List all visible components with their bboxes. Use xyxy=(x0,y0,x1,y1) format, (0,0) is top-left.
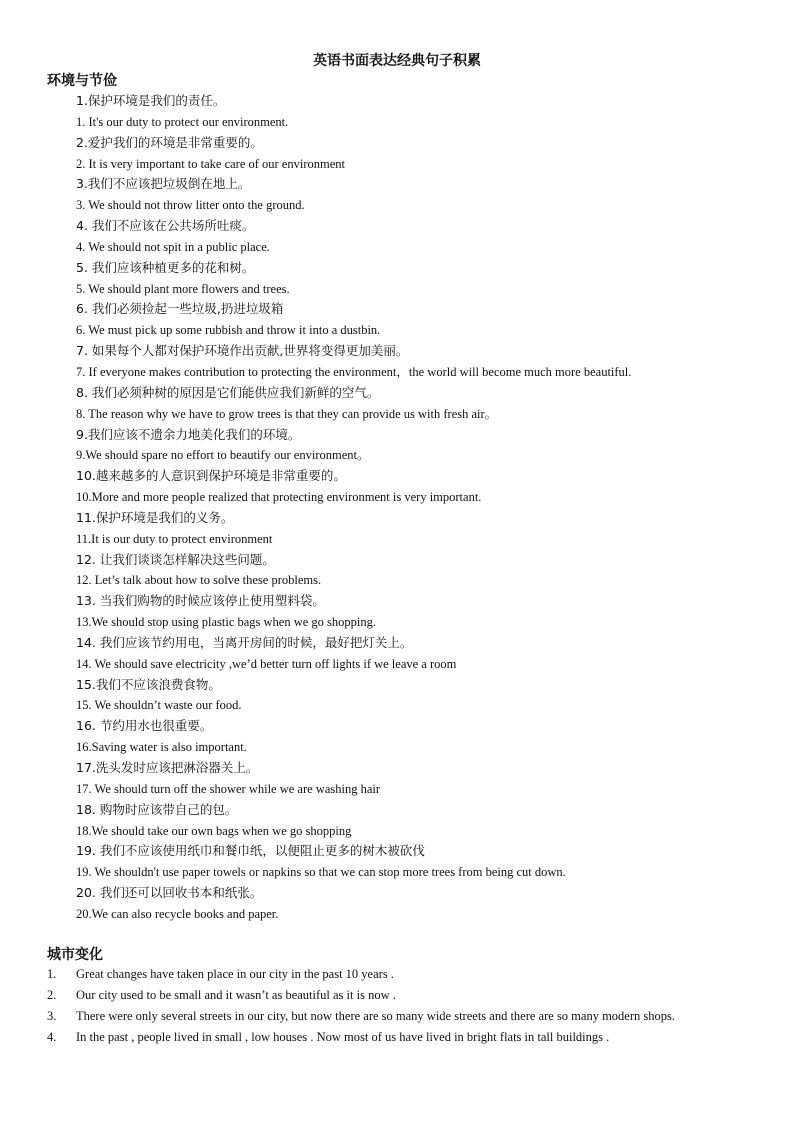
chinese-sentence: 19. 我们不应该使用纸巾和餐巾纸，以便阻止更多的树木被砍伐 xyxy=(76,843,425,859)
environment-sentence-list xyxy=(76,91,631,925)
chinese-sentence: 6. 我们必须捡起一些垃圾,扔进垃圾箱 xyxy=(76,301,284,317)
english-sentence: 4. We should not spit in a public place. xyxy=(76,239,270,254)
english-sentence: 14. We should save electricity ,we’d better turn off lights if we leave a room xyxy=(76,656,457,671)
chinese-sentence: 9.我们应该不遗余力地美化我们的环境。 xyxy=(76,426,301,442)
city-changes-list xyxy=(47,964,747,1048)
list-item xyxy=(47,1027,747,1048)
english-sentence: 12. Let’s talk about how to solve these problems. xyxy=(76,573,322,588)
chinese-sentence: 20. 我们还可以回收书本和纸张。 xyxy=(76,885,263,901)
english-sentence: 19. We shouldn't use paper towels or napkins so that we can stop more trees from being cut down. xyxy=(76,865,566,880)
english-sentence: 18.We should take our own bags when we go shopping xyxy=(76,823,352,838)
english-sentence: 6. We must pick up some rubbish and throw it into a dustbin. xyxy=(76,323,381,338)
chinese-sentence: 14. 我们应该节约用电，当离开房间的时候，最好把灯关上。 xyxy=(76,634,413,650)
english-sentence: 20.We can also recycle books and paper. xyxy=(76,906,279,921)
list-item xyxy=(47,985,747,1006)
english-sentence: 15. We shouldn’t waste our food. xyxy=(76,698,242,713)
chinese-sentence: 12. 让我们谈谈怎样解决这些问题。 xyxy=(76,551,275,567)
chinese-sentence: 1.保护环境是我们的责任。 xyxy=(76,93,226,108)
english-sentence: 7. If everyone makes contribution to protecting the environment，the world will become much more beautiful. xyxy=(76,364,632,379)
chinese-sentence: 10.越来越多的人意识到保护环境是非常重要的。 xyxy=(76,468,346,484)
list-item-number: 2. xyxy=(47,988,57,1002)
english-sentence: 5. We should plant more flowers and trees. xyxy=(76,281,290,296)
list-item-text: In the past , people lived in small , low houses . Now most of us have lived in bright flats in tall buildings . xyxy=(76,1030,610,1044)
chinese-sentence: 2.爱护我们的环境是非常重要的。 xyxy=(76,134,263,150)
english-sentence: 9.We should spare no effort to beautify our environment。 xyxy=(76,448,370,463)
list-item-text: There were only several streets in our city, but now there are so many wide streets and there are so many modern shops. xyxy=(76,1009,675,1023)
page-title: 英语书面表达经典句子积累 xyxy=(313,53,481,69)
list-item-number: 1. xyxy=(47,967,57,981)
chinese-sentence: 3.我们不应该把垃圾倒在地上。 xyxy=(76,176,251,192)
section-heading-environment: 环境与节俭 xyxy=(47,73,117,89)
english-sentence: 17. We should turn off the shower while we are washing hair xyxy=(76,781,381,796)
chinese-sentence: 11.保护环境是我们的义务。 xyxy=(76,509,234,525)
english-sentence: 10.More and more people realized that protecting environment is very important. xyxy=(76,490,482,505)
list-item-number: 3. xyxy=(47,1009,57,1023)
chinese-sentence: 4. 我们不应该在公共场所吐痰。 xyxy=(76,218,255,234)
chinese-sentence: 7. 如果每个人都对保护环境作出贡献,世界将变得更加美丽。 xyxy=(76,343,409,359)
chinese-sentence: 5. 我们应该种植更多的花和树。 xyxy=(76,259,255,275)
chinese-sentence: 15.我们不应该浪费食物。 xyxy=(76,676,221,692)
english-sentence: 1. It's our duty to protect our environment. xyxy=(76,114,289,129)
list-item-number: 4. xyxy=(47,1030,57,1044)
english-sentence: 8. The reason why we have to grow trees is that they can provide us with fresh air。 xyxy=(76,406,498,421)
chinese-sentence: 17.洗头发时应该把淋浴器关上。 xyxy=(76,760,259,775)
chinese-sentence: 13. 当我们购物的时候应该停止使用塑料袋。 xyxy=(76,593,325,609)
section-heading-city-changes: 城市变化 xyxy=(47,947,103,963)
english-sentence: 11.It is our duty to protect environment xyxy=(76,531,273,546)
list-item-text: Great changes have taken place in our city in the past 10 years . xyxy=(76,967,394,981)
chinese-sentence: 16. 节约用水也很重要。 xyxy=(76,718,213,734)
chinese-sentence: 8. 我们必须种树的原因是它们能供应我们新鲜的空气。 xyxy=(76,384,380,400)
english-sentence: 3. We should not throw litter onto the ground. xyxy=(76,198,305,213)
list-item-text: Our city used to be small and it wasn’t as beautiful as it is now . xyxy=(76,988,396,1002)
list-item xyxy=(47,964,747,985)
list-item xyxy=(47,1006,747,1027)
english-sentence: 2. It is very important to take care of our environment xyxy=(76,156,346,171)
chinese-sentence: 18. 购物时应该带自己的包。 xyxy=(76,801,238,817)
english-sentence: 16.Saving water is also important. xyxy=(76,740,247,755)
english-sentence: 13.We should stop using plastic bags when we go shopping. xyxy=(76,615,377,630)
